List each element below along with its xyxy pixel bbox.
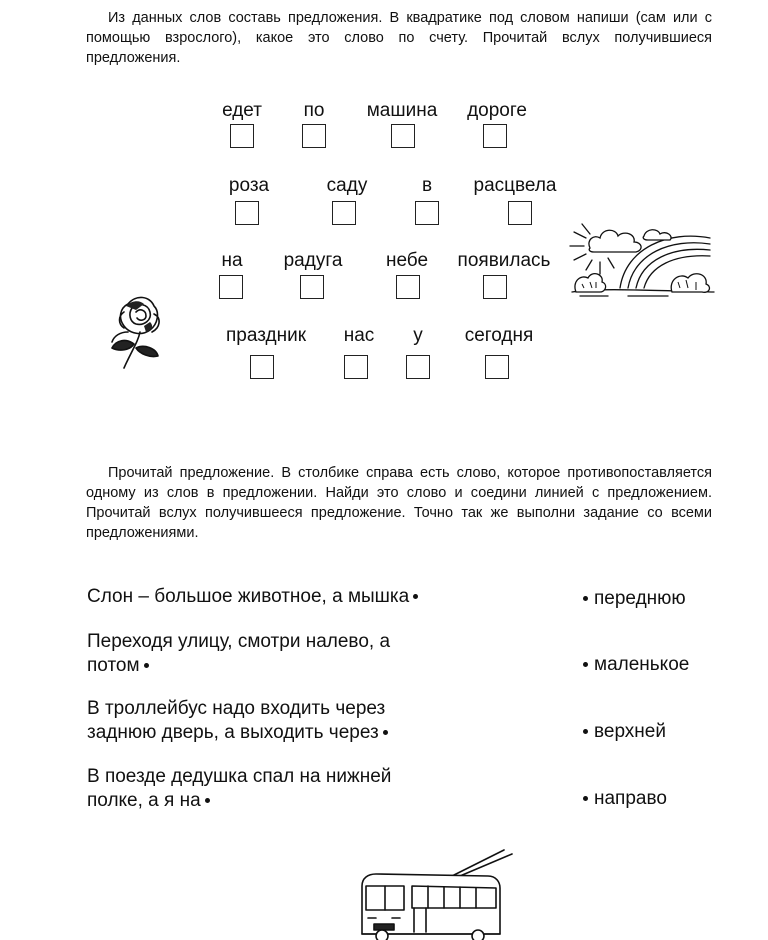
sentence-line: Слон – большое животное, а мышка [87,586,410,607]
task1-instruction-text: Из данных слов составь предложения. В квадратике под словом напиши (сам или с помощью взрослого), какое это слово по счету. Прочитай вслух получившиеся предложения. [86,10,712,66]
answer-box[interactable] [485,355,509,379]
word: едет [222,100,262,121]
sentence-line: Переходя улицу, смотри налево, а [87,631,391,652]
word: у [413,325,423,346]
word: машина [366,100,438,121]
answer-box[interactable] [302,124,326,148]
sentence-1 [87,585,487,609]
word: радуга [283,250,343,271]
answer-box[interactable] [483,124,507,148]
sentence-4 [87,765,487,813]
word: саду [326,175,368,196]
answer-word-1[interactable] [583,587,686,611]
connect-dot[interactable] [205,798,210,803]
answer-word-2[interactable] [583,653,689,677]
answer-box[interactable] [483,275,507,299]
sentence-line: В поезде дедушка спал на нижней [87,766,392,787]
sentence-line: В троллейбус надо входить через [87,698,386,719]
sentence-line: заднюю дверь, а выходить через [87,722,379,743]
answer-box[interactable] [300,275,324,299]
word: на [221,250,243,271]
answer-word: переднюю [594,588,686,609]
answer-box[interactable] [415,201,439,225]
word: небе [385,250,429,271]
connect-dot[interactable] [583,662,588,667]
task2-instruction [86,463,712,543]
word-row-1 [0,100,768,170]
word: дороге [467,100,527,121]
sentence-line: потом [87,655,140,676]
answer-box[interactable] [391,124,415,148]
rainbow-icon [568,208,718,300]
connect-dot[interactable] [413,594,418,599]
connect-dot[interactable] [583,729,588,734]
trolleybus-icon [356,846,520,940]
answer-box[interactable] [219,275,243,299]
connect-dot[interactable] [583,796,588,801]
answer-box[interactable] [332,201,356,225]
sentence-3 [87,697,487,745]
word: праздник [225,325,307,346]
word: роза [228,175,270,196]
word: в [421,175,433,196]
answer-word: направо [594,788,667,809]
connect-dot[interactable] [583,596,588,601]
connect-dot[interactable] [144,663,149,668]
answer-word-3[interactable] [583,720,666,744]
sentence-2 [87,630,487,678]
task1-instruction [86,8,712,68]
answer-word: верхней [594,721,666,742]
word: сегодня [464,325,534,346]
answer-box[interactable] [508,201,532,225]
word: расцвела [473,175,557,196]
answer-word-4[interactable] [583,787,667,811]
answer-box[interactable] [250,355,274,379]
word: нас [343,325,375,346]
answer-box[interactable] [396,275,420,299]
word: появилась [457,250,551,271]
answer-box[interactable] [344,355,368,379]
sentence-line: полке, а я на [87,790,201,811]
task2-instruction-text: Прочитай предложение. В столбике справа есть слово, которое противопоставляется одному из слов в предложении. Найди это слово и соедини линией с предложением. Прочитай вслух получившееся предложение. Точно так же выполни задание со всеми предложениями. [86,465,712,541]
answer-box[interactable] [406,355,430,379]
answer-box[interactable] [230,124,254,148]
word: по [303,100,325,121]
rose-icon [106,292,170,370]
answer-word: маленькое [594,654,690,675]
answer-box[interactable] [235,201,259,225]
connect-dot[interactable] [383,730,388,735]
